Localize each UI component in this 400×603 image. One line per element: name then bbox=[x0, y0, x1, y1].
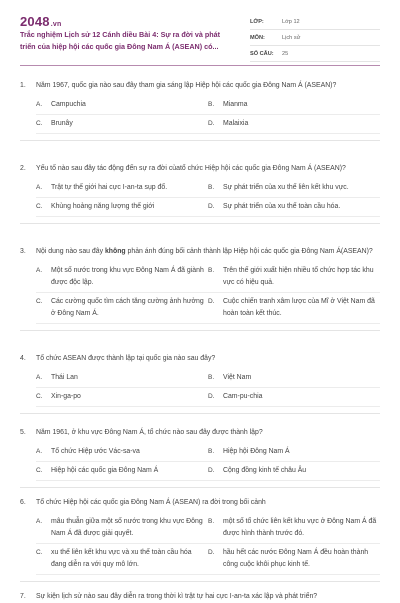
question-stem: Tổ chức ASEAN được thành lập tại quốc gia nào sau đây? bbox=[36, 355, 216, 362]
question-number: 3. bbox=[20, 248, 26, 255]
meta-value: Lịch sử bbox=[282, 34, 301, 41]
question-divider bbox=[20, 330, 380, 331]
question-divider bbox=[20, 487, 380, 488]
option-a[interactable] bbox=[36, 446, 208, 458]
question-stem: Sự kiện lịch sử nào sau đây diễn ra trong thời kì trật tự hai cực I-an-ta xác lập và phát triển? bbox=[36, 593, 318, 600]
question-divider bbox=[20, 413, 380, 414]
meta-label: LỚP: bbox=[250, 18, 264, 25]
option-text: Sự phát triển của xu thế liên kết khu vực. bbox=[223, 184, 349, 191]
option-b[interactable] bbox=[208, 516, 380, 540]
question-5 bbox=[20, 427, 380, 488]
stem-text: Nội dung nào sau đây bbox=[36, 248, 105, 255]
question-number: 7. bbox=[20, 593, 26, 600]
option-letter: C. bbox=[36, 120, 43, 127]
option-text: Cuộc chiến tranh xâm lược của Mĩ ở Việt Nam đã hoàn toàn kết thúc. bbox=[223, 298, 375, 317]
meta-table bbox=[250, 14, 380, 62]
option-letter: A. bbox=[36, 267, 43, 274]
question-number: 4. bbox=[20, 355, 26, 362]
option-b[interactable] bbox=[208, 372, 380, 384]
question-stem: Yếu tố nào sau đây tác động đến sự ra đời củatổ chức Hiệp hội các quốc gia Đông Nam Á (ASEAN)? bbox=[36, 165, 346, 172]
meta-row-subject bbox=[250, 30, 380, 46]
option-text: Brunây bbox=[51, 120, 73, 127]
question-divider bbox=[20, 140, 380, 141]
option-text: Malaixia bbox=[223, 120, 249, 127]
option-letter: B. bbox=[208, 184, 215, 191]
option-text: Trật tự thế giới hai cực I-an-ta sụp đổ. bbox=[51, 184, 168, 191]
option-letter: D. bbox=[208, 393, 215, 400]
question-stem: Năm 1961, ở khu vực Đông Nam Á, tổ chức nào sau đây được thành lập? bbox=[36, 429, 263, 436]
option-letter: D. bbox=[208, 120, 215, 127]
question-number: 1. bbox=[20, 82, 26, 89]
option-letter: B. bbox=[208, 518, 215, 525]
option-letter: D. bbox=[208, 549, 215, 556]
option-a[interactable] bbox=[36, 182, 208, 194]
option-text: xu thế liên kết khu vực và xu thế toàn cầu hóa đang diễn ra với quy mô lớn. bbox=[51, 549, 192, 568]
logo-suffix: .vn bbox=[50, 21, 62, 28]
option-d[interactable] bbox=[208, 296, 380, 320]
option-b[interactable] bbox=[208, 182, 380, 194]
option-text: Các cường quốc tìm cách tăng cường ảnh hưởng ở Đông Nam Á. bbox=[51, 298, 204, 317]
option-c[interactable] bbox=[36, 391, 208, 403]
option-letter: C. bbox=[36, 298, 43, 305]
option-c[interactable] bbox=[36, 465, 208, 477]
option-letter: A. bbox=[36, 448, 43, 455]
question-6 bbox=[20, 497, 380, 582]
question-stem bbox=[36, 246, 380, 258]
option-text: mâu thuẫn giữa một số nước trong khu vực Đông Nam Á đã được giải quyết. bbox=[51, 518, 203, 537]
page-title: Trắc nghiệm Lịch sử 12 Cánh diều Bài 4: Sự ra đời và phát triển của hiệp hội các quốc gia Đông Nam Á (ASEAN) có... bbox=[20, 30, 221, 51]
option-text: một số tổ chức liên kết khu vực ở Đông Nam Á đã được hình thành trước đó. bbox=[223, 518, 377, 537]
option-text: Trên thế giới xuất hiện nhiều tổ chức hợp tác khu vực có hiệu quả. bbox=[223, 267, 374, 286]
question-7 bbox=[20, 591, 380, 603]
meta-row-grade bbox=[250, 14, 380, 30]
question-number: 2. bbox=[20, 165, 26, 172]
option-a[interactable] bbox=[36, 265, 208, 289]
meta-label: MÔN: bbox=[250, 34, 265, 41]
option-b[interactable] bbox=[208, 265, 380, 289]
option-c[interactable] bbox=[36, 547, 208, 571]
question-1 bbox=[20, 80, 380, 141]
option-letter: A. bbox=[36, 374, 43, 381]
question-divider bbox=[20, 581, 380, 582]
option-text: Khủng hoảng năng lượng thế giới bbox=[51, 203, 155, 210]
option-b[interactable] bbox=[208, 99, 380, 111]
meta-row-count bbox=[250, 46, 380, 62]
meta-label: SỐ CÂU: bbox=[250, 50, 274, 57]
header-divider bbox=[20, 65, 380, 66]
option-d[interactable] bbox=[208, 465, 380, 477]
option-text: Cộng đồng kinh tế châu Âu bbox=[223, 467, 307, 474]
option-text: Hiệp hội các quốc gia Đông Nam Á bbox=[51, 467, 159, 474]
option-letter: D. bbox=[208, 467, 215, 474]
option-letter: C. bbox=[36, 467, 43, 474]
option-text: Hiệp hội Đông Nam Á bbox=[223, 448, 290, 455]
option-a[interactable] bbox=[36, 516, 208, 540]
option-d[interactable] bbox=[208, 391, 380, 403]
option-text: Cam-pu-chia bbox=[223, 393, 263, 400]
option-c[interactable] bbox=[36, 118, 208, 130]
question-divider bbox=[20, 223, 380, 224]
option-text: Một số nước trong khu vực Đông Nam Á đã giành được độc lập. bbox=[51, 267, 204, 286]
option-letter: D. bbox=[208, 203, 215, 210]
option-letter: B. bbox=[208, 374, 215, 381]
question-3 bbox=[20, 246, 380, 331]
option-text: Việt Nam bbox=[223, 374, 252, 381]
option-text: Sự phát triển của xu thế toàn cầu hóa. bbox=[223, 203, 341, 210]
option-d[interactable] bbox=[208, 118, 380, 130]
option-text: Thái Lan bbox=[51, 374, 78, 381]
option-letter: C. bbox=[36, 549, 43, 556]
site-logo[interactable] bbox=[20, 14, 61, 29]
option-c[interactable] bbox=[36, 201, 208, 213]
option-letter: A. bbox=[36, 184, 43, 191]
option-letter: B. bbox=[208, 267, 215, 274]
stem-text: phản ánh đúng bối cảnh thành lập Hiệp hội các quốc gia Đông Nam Á(ASEAN)? bbox=[125, 248, 373, 255]
option-text: Campuchia bbox=[51, 101, 86, 108]
question-stem: Tổ chức Hiệp hội các quốc gia Đông Nam Á (ASEAN) ra đời trong bối cảnh bbox=[36, 499, 266, 506]
question-stem: Năm 1967, quốc gia nào sau đây tham gia sáng lập Hiệp hội các quốc gia Đông Nam Á (ASEAN)? bbox=[36, 82, 337, 89]
option-letter: B. bbox=[208, 448, 215, 455]
option-d[interactable] bbox=[208, 201, 380, 213]
option-d[interactable] bbox=[208, 547, 380, 571]
question-4 bbox=[20, 353, 380, 414]
option-b[interactable] bbox=[208, 446, 380, 458]
stem-emphasis: không bbox=[104, 248, 126, 255]
option-text: Xin-ga-po bbox=[51, 393, 81, 400]
option-letter: C. bbox=[36, 203, 43, 210]
option-letter: A. bbox=[36, 518, 43, 525]
option-letter: B. bbox=[208, 101, 215, 108]
meta-value: 25 bbox=[282, 50, 289, 57]
option-text: hầu hết các nước Đông Nam Á đều hoàn thành công cuộc khôi phục kinh tế. bbox=[223, 549, 369, 568]
option-letter: A. bbox=[36, 101, 43, 108]
option-letter: D. bbox=[208, 298, 215, 305]
option-a[interactable] bbox=[36, 372, 208, 384]
question-2 bbox=[20, 163, 380, 224]
question-number: 6. bbox=[20, 499, 26, 506]
option-letter: C. bbox=[36, 393, 43, 400]
question-number: 5. bbox=[20, 429, 26, 436]
meta-value: Lớp 12 bbox=[282, 18, 300, 25]
option-text: Mianma bbox=[223, 101, 248, 108]
option-a[interactable] bbox=[36, 99, 208, 111]
option-text: Tổ chức Hiệp ước Vác-sa-va bbox=[51, 448, 140, 455]
logo-main: 2048 bbox=[20, 14, 50, 29]
option-c[interactable] bbox=[36, 296, 208, 320]
